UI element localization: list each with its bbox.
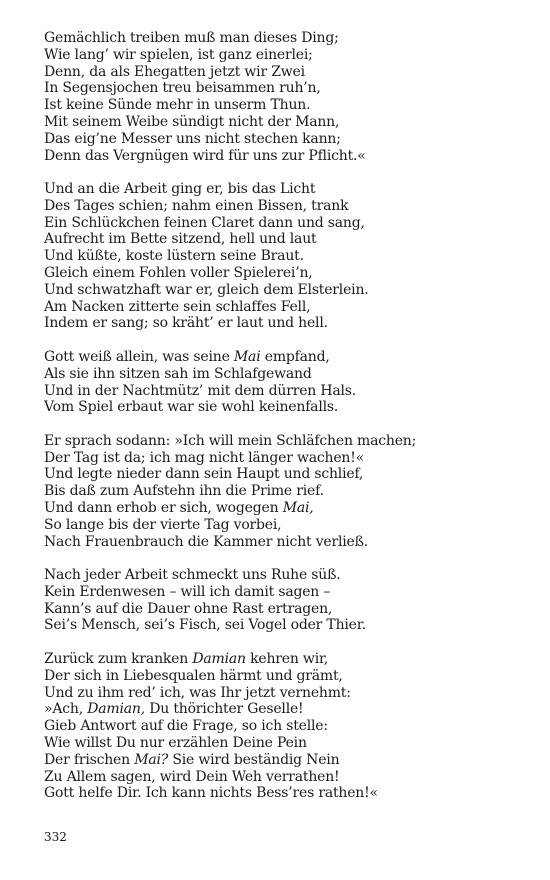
verse-line <box>44 483 524 500</box>
stanza <box>44 181 524 332</box>
page-number: 332 <box>44 830 67 844</box>
verse-text: Zurück zum kranken <box>44 650 193 667</box>
verse-line <box>44 601 524 618</box>
verse-text: Und in der Nachtmütz’ mit dem dürren Hals. <box>44 382 357 399</box>
verse-line <box>44 785 524 802</box>
verse-text: Am Nacken zitterte sein schlaffes Fell, <box>44 298 311 315</box>
stanza <box>44 433 524 551</box>
verse-line <box>44 433 524 450</box>
verse-line <box>44 701 524 718</box>
italic-name: Mai? <box>134 751 169 768</box>
verse-text: Gott helfe Dir. Ich kann nichts Bess’res rathen!« <box>44 785 378 802</box>
verse-line <box>44 30 524 47</box>
italic-name: Mai, <box>282 499 314 516</box>
verse-text: Gleich einem Fohlen voller Spielerei’n, <box>44 265 313 282</box>
verse-text: Vom Spiel erbaut war sie wohl keinenfalls. <box>44 399 339 416</box>
verse-text: Und dann erhob er sich, wogegen <box>44 499 283 516</box>
italic-name: Damian, <box>87 701 145 718</box>
verse-text: Sie wird beständig Nein <box>168 751 340 768</box>
verse-line <box>44 265 524 282</box>
verse-line <box>44 114 524 131</box>
verse-text: Kein Erdenwesen – will ich damit sagen – <box>44 583 331 600</box>
verse-text: In Segensjochen treu beisammen ruh’n, <box>44 80 321 97</box>
verse-line <box>44 215 524 232</box>
verse-text: Das eig’ne Messer uns nicht stechen kann; <box>44 130 341 147</box>
verse-text: Er sprach sodann: »Ich will mein Schläfchen machen; <box>44 432 417 449</box>
verse-text: Nach Frauenbrauch die Kammer nicht verließ. <box>44 533 369 550</box>
verse-text: Der Tag ist da; ich mag nicht länger wachen!« <box>44 449 365 466</box>
verse-line <box>44 64 524 81</box>
verse-line <box>44 80 524 97</box>
verse-line <box>44 651 524 668</box>
verse-text: Des Tages schien; nahm einen Bissen, trank <box>44 197 349 214</box>
verse-text: Wie lang’ wir spielen, ist ganz einerlei; <box>44 46 313 63</box>
verse-line <box>44 584 524 601</box>
verse-line <box>44 366 524 383</box>
verse-line <box>44 231 524 248</box>
verse-text: Als sie ihn sitzen sah im Schlafgewand <box>44 365 312 382</box>
verse-text: Gieb Antwort auf die Frage, so ich stelle: <box>44 718 328 735</box>
verse-text: Und küßte, koste lüstern seine Braut. <box>44 248 304 265</box>
verse-line <box>44 450 524 467</box>
verse-line <box>44 685 524 702</box>
verse-line <box>44 500 524 517</box>
verse-text: Denn, da als Ehegatten jetzt wir Zwei <box>44 63 305 80</box>
verse-line <box>44 47 524 64</box>
verse-text: Und zu ihm red’ ich, was Ihr jetzt vernehmt: <box>44 684 351 701</box>
verse-text: Zu Allem sagen, wird Dein Weh verrathen! <box>44 768 340 785</box>
verse-text: Der sich in Liebesqualen härmt und grämt, <box>44 667 343 684</box>
verse-line <box>44 299 524 316</box>
stanza <box>44 349 524 416</box>
verse-line <box>44 349 524 366</box>
verse-line <box>44 752 524 769</box>
verse-line <box>44 198 524 215</box>
verse-text: Aufrecht im Bette sitzend, hell und laut <box>44 231 317 248</box>
italic-name: Mai <box>233 348 261 365</box>
verse-line <box>44 769 524 786</box>
verse-line <box>44 282 524 299</box>
stanza <box>44 30 524 164</box>
italic-name: Damian <box>192 650 246 667</box>
verse-line <box>44 617 524 634</box>
verse-line <box>44 517 524 534</box>
verse-text: Denn das Vergnügen wird für uns zur Pflicht.« <box>44 147 366 164</box>
verse-text: empfand, <box>260 348 330 365</box>
verse-line <box>44 399 524 416</box>
verse-text: Kann’s auf die Dauer ohne Rast ertragen, <box>44 600 333 617</box>
verse-line <box>44 131 524 148</box>
verse-text: Indem er sang; so kräht’ er laut und hell. <box>44 315 328 332</box>
verse-line <box>44 466 524 483</box>
stanza <box>44 651 524 802</box>
verse-text: Nach jeder Arbeit schmeckt uns Ruhe süß. <box>44 567 341 584</box>
verse-text: »Ach, <box>44 701 88 718</box>
verse-text: kehren wir, <box>245 650 329 667</box>
verse-text: Mit seinem Weibe sündigt nicht der Mann, <box>44 113 340 130</box>
verse-line <box>44 735 524 752</box>
verse-line <box>44 181 524 198</box>
verse-text: Der frischen <box>44 751 135 768</box>
verse-text: Ein Schlückchen feinen Claret dann und sang, <box>44 214 365 231</box>
verse-text: Gott weiß allein, was seine <box>44 348 234 365</box>
verse-line <box>44 718 524 735</box>
verse-line <box>44 315 524 332</box>
verse-line <box>44 383 524 400</box>
verse-text: Und schwatzhaft war er, gleich dem Elsterlein. <box>44 281 369 298</box>
verse-text: Gemächlich treiben muß man dieses Ding; <box>44 30 339 46</box>
stanza <box>44 567 524 634</box>
verse-line <box>44 97 524 114</box>
verse-line <box>44 148 524 165</box>
verse-text: Sei’s Mensch, sei’s Fisch, sei Vogel oder Thier. <box>44 617 366 634</box>
verse-line <box>44 534 524 551</box>
verse-text: Du thörichter Geselle! <box>144 701 304 718</box>
verse-text: Ist keine Sünde mehr in unserm Thun. <box>44 97 311 114</box>
verse-text: Und legte nieder dann sein Haupt und schlief, <box>44 466 364 483</box>
verse-text: Bis daß zum Aufstehn ihn die Prime rief. <box>44 483 324 500</box>
verse-text: Und an die Arbeit ging er, bis das Licht <box>44 181 316 198</box>
verse-line <box>44 567 524 584</box>
verse-text: Wie willst Du nur erzählen Deine Pein <box>44 734 307 751</box>
verse-text: So lange bis der vierte Tag vorbei, <box>44 516 282 533</box>
verse-line <box>44 248 524 265</box>
poem-text <box>44 30 524 819</box>
verse-line <box>44 668 524 685</box>
